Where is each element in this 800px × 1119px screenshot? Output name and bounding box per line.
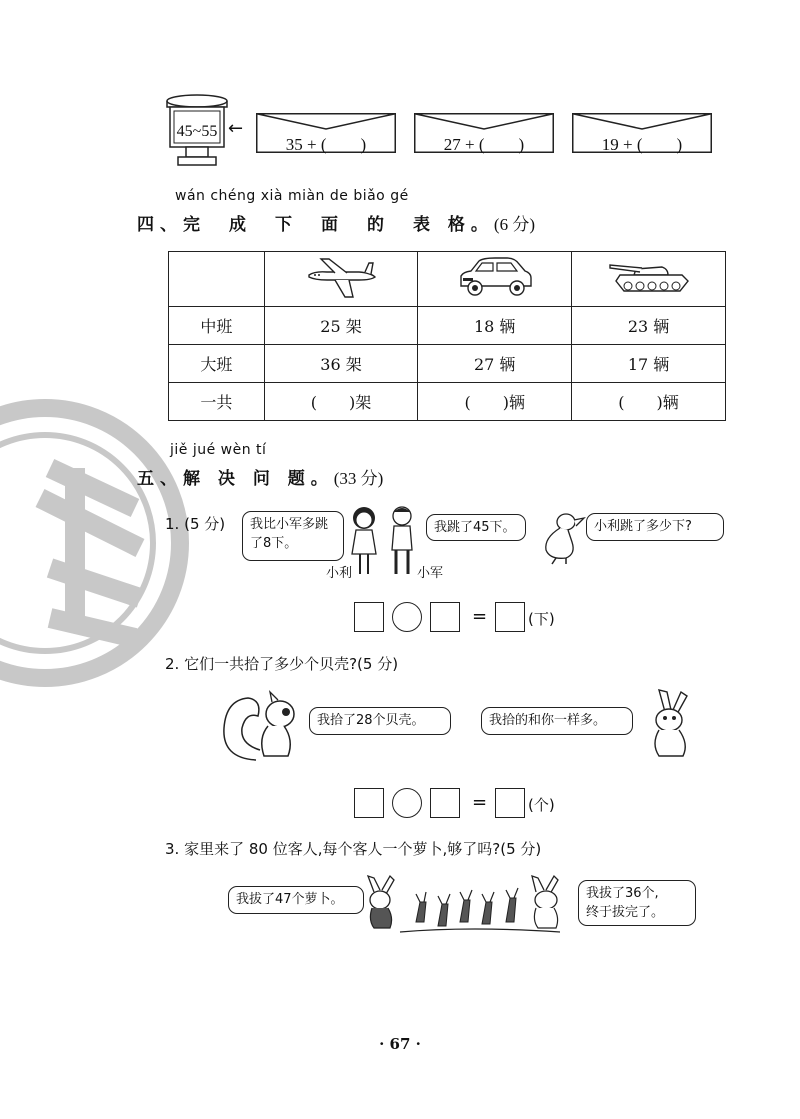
answer-cell[interactable]: ( )架 xyxy=(264,383,418,421)
answer-box[interactable] xyxy=(354,788,384,818)
table-row xyxy=(169,307,726,345)
section4-title xyxy=(137,210,535,235)
table-header-cell xyxy=(572,252,726,307)
table-header-cell xyxy=(418,252,572,307)
speech-bubble-boy: 我跳了45下。 xyxy=(426,514,526,541)
table-header-cell xyxy=(264,252,418,307)
operator-circle[interactable] xyxy=(392,602,422,632)
section4-title-text: 四、完 成 下 面 的 表 格。 xyxy=(137,215,494,235)
table-row xyxy=(169,383,726,421)
envelope xyxy=(572,113,712,153)
operator-circle[interactable] xyxy=(392,788,422,818)
envelope xyxy=(256,113,396,153)
arrow-left-icon: ← xyxy=(228,118,244,139)
table-header-row xyxy=(169,252,726,307)
section5-title xyxy=(137,464,383,489)
row-label: 大班 xyxy=(169,345,265,383)
table-cell: 27 辆 xyxy=(418,345,572,383)
row-label: 中班 xyxy=(169,307,265,345)
mailbox-label: 45~55 xyxy=(176,123,218,140)
speech-bubble-duck: 小利跳了多少下? xyxy=(586,513,724,541)
name-girl: 小利 xyxy=(326,566,353,581)
speech-bubble-rabbit-right xyxy=(578,880,696,926)
table-cell: 36 架 xyxy=(264,345,418,383)
squirrel-icon xyxy=(218,688,302,764)
answer-box[interactable] xyxy=(495,602,525,632)
page-number: · 67 · xyxy=(379,1035,421,1053)
section5-title-text: 五、解 决 问 题。 xyxy=(137,469,334,489)
section5-pinyin: jiě jué wèn tí xyxy=(170,442,267,458)
car-icon xyxy=(455,254,535,300)
rabbits-carrots-icon xyxy=(360,872,580,934)
table-corner-cell xyxy=(169,252,265,307)
mailbox xyxy=(160,93,234,173)
q2-heading xyxy=(165,653,398,674)
envelope xyxy=(414,113,554,153)
q3-number: 3. xyxy=(165,840,180,858)
name-boy: 小军 xyxy=(417,566,444,581)
envelope-expression: 35 + ( ) xyxy=(285,135,367,154)
q3-text: 家里来了 80 位客人,每个客人一个萝卜,够了吗?(5 分) xyxy=(184,840,542,858)
row-label: 一共 xyxy=(169,383,265,421)
q1-points: (5 分) xyxy=(184,515,226,533)
speech-bubble-girl: 我比小军多跳了8下。 xyxy=(242,511,344,561)
envelope-expression: 27 + ( ) xyxy=(443,135,525,154)
table-cell: 18 辆 xyxy=(418,307,572,345)
bubble-line: 终于拔完了。 xyxy=(586,905,665,920)
answer-box[interactable] xyxy=(354,602,384,632)
answer-box[interactable] xyxy=(430,788,460,818)
q1-number: 1. xyxy=(165,515,180,533)
airplane-icon xyxy=(305,255,377,299)
rabbit-icon xyxy=(637,688,697,760)
speech-bubble-rabbit: 我拾的和你一样多。 xyxy=(481,707,633,735)
table-cell: 17 辆 xyxy=(572,345,726,383)
table-cell: 23 辆 xyxy=(572,307,726,345)
equals-sign: = xyxy=(472,792,488,813)
q2-number: 2. xyxy=(165,655,180,673)
data-table xyxy=(168,251,726,421)
table-cell: 25 架 xyxy=(264,307,418,345)
q2-text: 它们一共拾了多少个贝壳?(5 分) xyxy=(184,655,399,673)
table-row xyxy=(169,345,726,383)
answer-cell[interactable]: ( )辆 xyxy=(572,383,726,421)
speech-bubble-rabbit-left: 我拔了47个萝卜。 xyxy=(228,886,364,914)
answer-box[interactable] xyxy=(495,788,525,818)
watermark-seal xyxy=(0,398,190,688)
answer-box[interactable] xyxy=(430,602,460,632)
duck-icon xyxy=(536,508,588,566)
equals-sign: = xyxy=(472,606,488,627)
q1-heading xyxy=(165,513,225,534)
unit-label: (个) xyxy=(528,796,555,814)
tank-icon xyxy=(606,255,692,299)
q3-heading xyxy=(165,838,541,859)
section5-points: (33 分) xyxy=(333,469,384,488)
speech-bubble-squirrel: 我拾了28个贝壳。 xyxy=(309,707,451,735)
section4-pinyin: wán chéng xià miàn de biǎo gé xyxy=(175,188,409,204)
unit-label: (下) xyxy=(528,610,555,628)
section4-points: (6 分) xyxy=(493,215,535,234)
answer-cell[interactable]: ( )辆 xyxy=(418,383,572,421)
envelope-expression: 19 + ( ) xyxy=(601,135,683,154)
bubble-line: 我拔了36个, xyxy=(586,886,659,901)
